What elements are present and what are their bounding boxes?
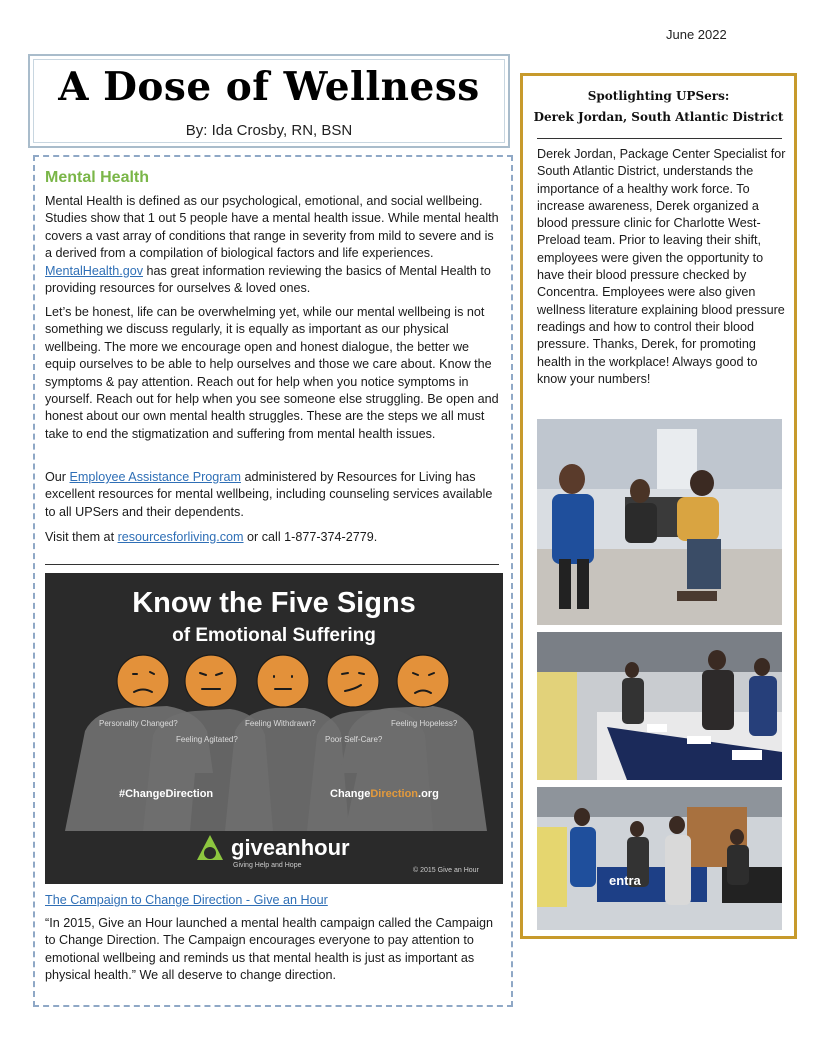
hashtag: #ChangeDirection — [119, 788, 214, 800]
section-heading: Mental Health — [45, 169, 150, 186]
paragraph-eap: Our Employee Assistance Program administered by Resources for Living has excellent resources for mental wellbeing, including counseling services available to all UPSers and their dependents. — [45, 470, 493, 519]
booth-sign: entra — [609, 873, 641, 888]
spotlight-body: Derek Jordan, Package Center Specialist for South Atlantic District, understands the importance of a healthy work force. To increase awareness, Derek organized a blood pressure clinic for Charlotte West-Preload team. Prior to leaving their shift, employees were given the opportunity to have their blood pressure checked by Concentra. Employees were also given wellness literature explaining blood pressure readings and how to control their blood pressure. Thanks, Derek, for promoting health in the workplace! Always good to know your numbers! — [537, 147, 786, 386]
mentalhealth-gov-link[interactable]: MentalHealth.gov — [45, 263, 144, 278]
giveanhour-logo-icon — [195, 833, 225, 863]
spotlight-divider — [537, 138, 782, 139]
byline: By: Ida Crosby, RN, BSN — [185, 122, 353, 139]
sign-label: Poor Self-Care? — [325, 735, 383, 744]
paragraph-honest: Let’s be honest, life can be overwhelming yet, while our mental wellbeing is not something we discuss regularly, it is equally as important as our physical wellbeing. The more we encourage open and honest dialogue, the better we equip ourselves to be able to help ourselves and those we care about. Know the symptoms & pay attention. Reach out for help when you notice symptoms in yourself. Reach out for help when you see someone else struggling. Be open and honest about our own mental health struggles. These are the steps we all must take to end the stigmatization and suffering from mental health issues. — [45, 305, 499, 441]
paragraph-visit: Visit them at resourcesforliving.com or call 1-877-374-2779. — [45, 530, 378, 544]
campaign-site: ChangeDirection.org — [330, 788, 439, 800]
campaign-link[interactable]: The Campaign to Change Direction - Give an Hour — [45, 893, 328, 907]
poster-copyright: © 2015 Give an Hour — [413, 867, 479, 874]
eap-link[interactable]: Employee Assistance Program — [69, 470, 241, 484]
divider — [45, 564, 499, 565]
photo-literature-table — [537, 632, 782, 780]
photo-bp-check — [537, 419, 782, 625]
poster-subhead: of Emotional Suffering — [172, 625, 376, 646]
paragraph-intro: Mental Health is defined as our psychological, emotional, and social wellbeing. Studies show that 1 out 5 people have a mental health issue. While mental health covers a vast array of conditions that range in severity from mild to severe and is a derived from a compilation of biological factors and life experiences. MentalHealth.gov has great information reviewing the basics of Mental Health to providing resources for ourselves & loved ones. — [45, 194, 499, 296]
campaign-quote: “In 2015, Give an Hour launched a mental health campaign called the Campaign to Change Direction. The Campaign encourages everyone to pay attention to emotional wellbeing and reminds us that mental health is just as important as physical health.” We all deserve to change direction. — [45, 916, 494, 983]
five-signs-poster — [45, 573, 503, 884]
resourcesforliving-link[interactable]: resourcesforliving.com — [117, 530, 244, 544]
sign-label: Feeling Hopeless? — [391, 719, 458, 728]
spotlight-heading: Spotlighting UPSers: Derek Jordan, South Atlantic District — [533, 89, 784, 124]
mental-health-column — [33, 155, 513, 1007]
sign-label: Personality Changed? — [99, 719, 178, 728]
issue-date: June 2022 — [666, 27, 727, 42]
spotlight-box — [520, 73, 797, 939]
sign-label: Feeling Withdrawn? — [245, 719, 316, 728]
brand-name: giveanhour — [231, 835, 350, 860]
sign-label: Feeling Agitated? — [176, 735, 238, 744]
poster-headline: Know the Five Signs — [132, 587, 416, 619]
photo-concentra-booth — [537, 787, 782, 930]
masthead — [28, 54, 510, 148]
brand-tagline: Giving Help and Hope — [233, 862, 302, 869]
newsletter-title: A Dose of Wellness — [58, 64, 480, 110]
